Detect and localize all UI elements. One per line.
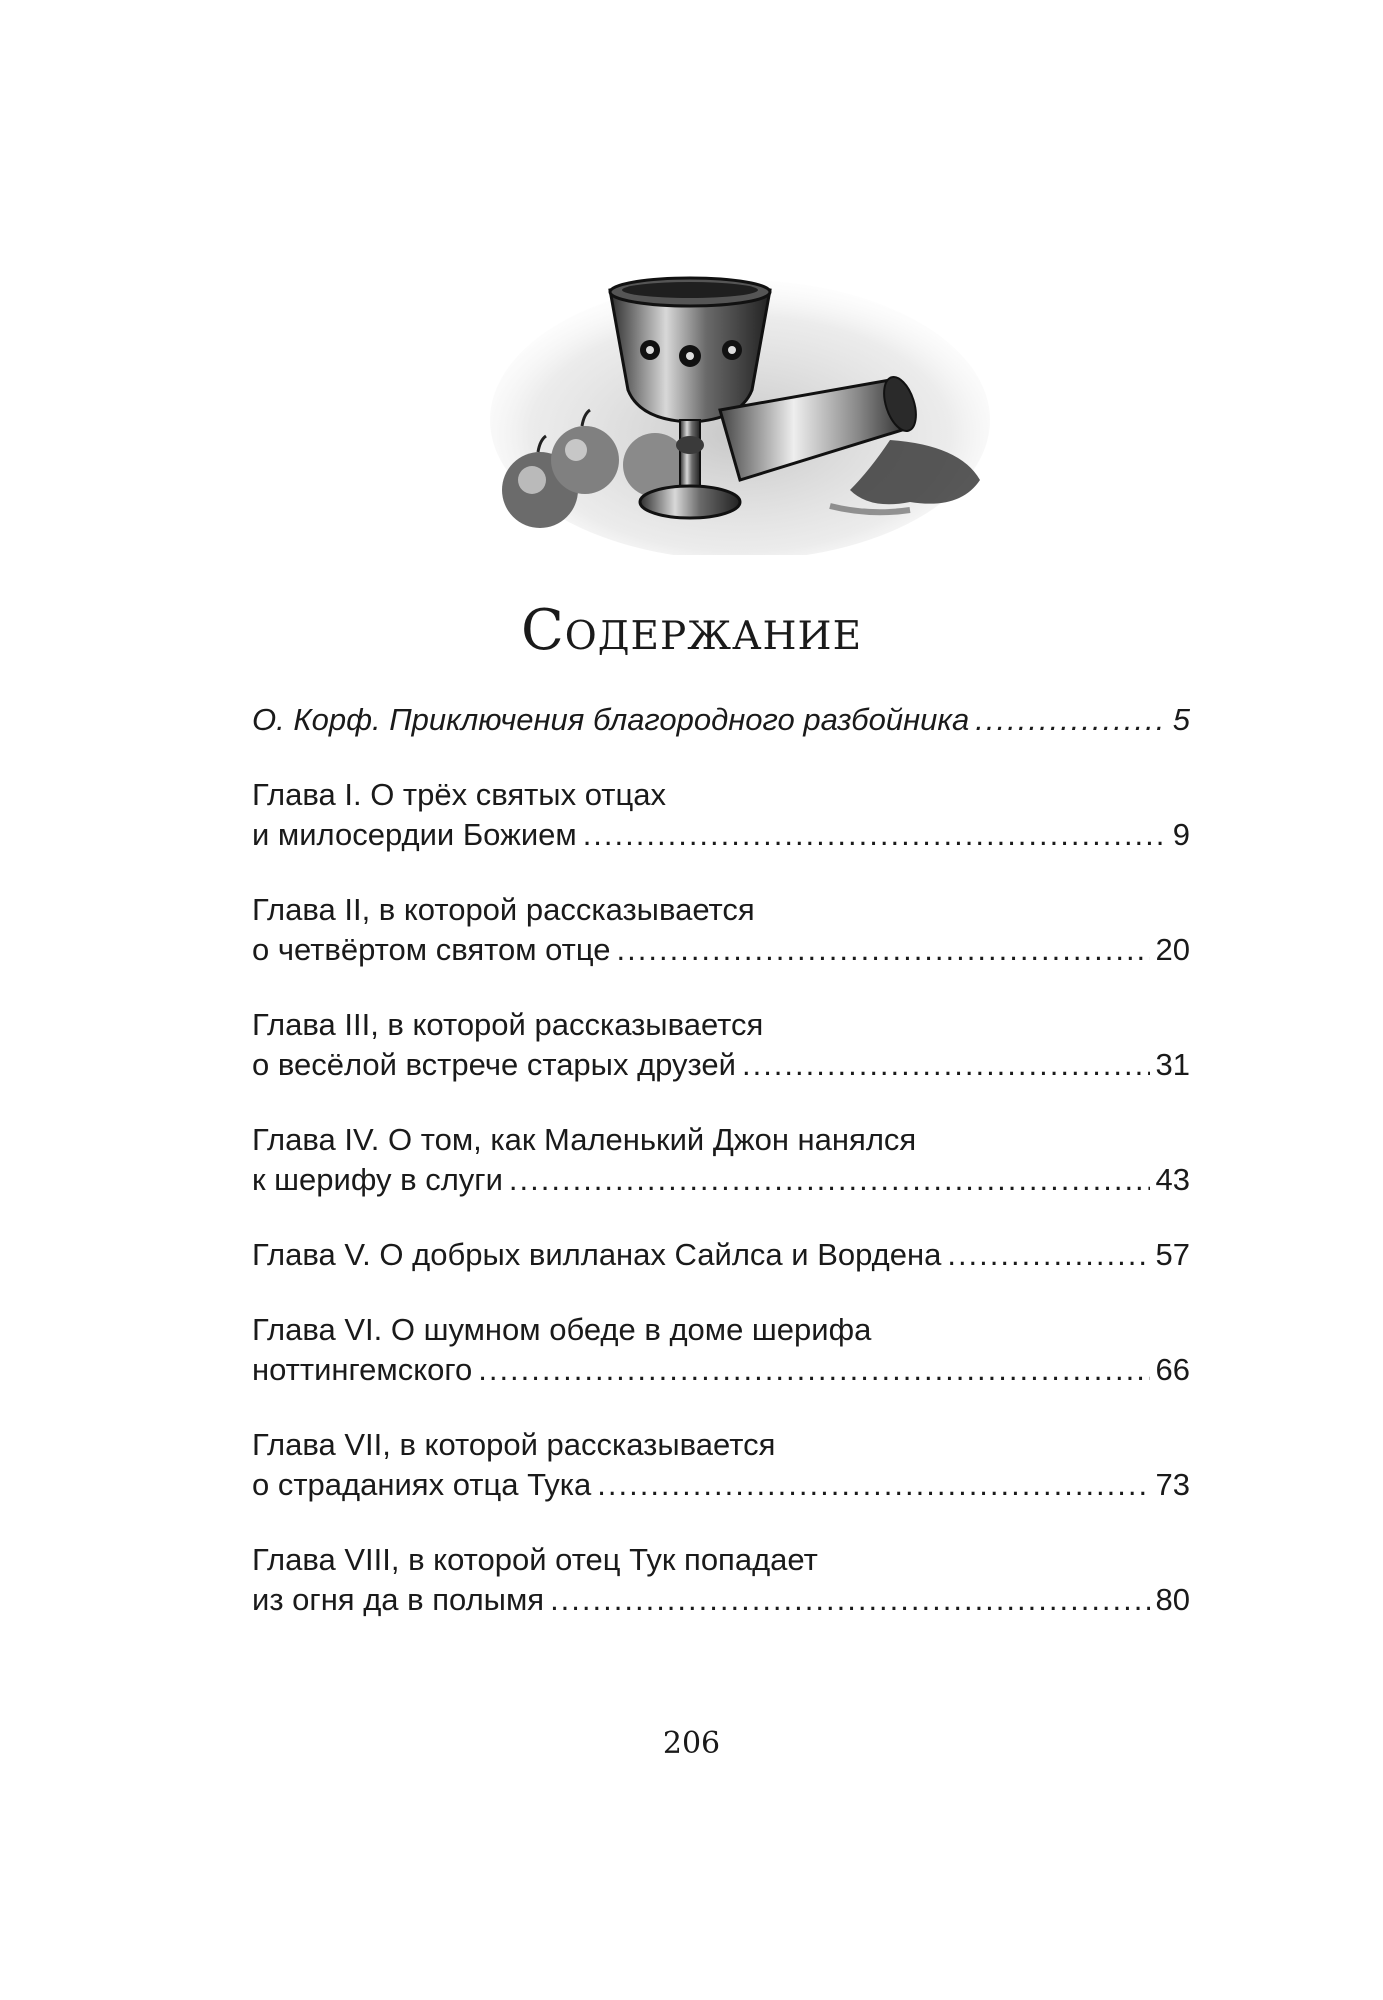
toc-entry-title-line: из огня да в полымя xyxy=(252,1582,545,1617)
toc-entry-title-line: Глава I. О трёх святых отцах xyxy=(252,777,666,812)
dot-leader xyxy=(509,1160,1150,1200)
toc-entry xyxy=(252,700,1190,740)
toc-entry-last-line xyxy=(252,700,1190,740)
toc-entry-page: 31 xyxy=(1155,1047,1190,1082)
toc-entry xyxy=(252,1540,1190,1620)
toc-entry-last-line xyxy=(252,1235,1190,1275)
goblet-still-life-illustration xyxy=(490,270,990,555)
toc-entry xyxy=(252,1120,1190,1200)
dot-leader xyxy=(975,700,1166,740)
toc-entry xyxy=(252,1005,1190,1085)
toc-entry-last-line xyxy=(252,1350,1190,1390)
dot-leader xyxy=(947,1235,1149,1275)
toc-entry xyxy=(252,775,1190,855)
toc-entry xyxy=(252,1235,1190,1275)
dot-leader xyxy=(550,1580,1149,1620)
toc-entry-title-line: Глава IV. О том, как Маленький Джон нанялся xyxy=(252,1122,917,1157)
toc-entry-title-line: Глава VIII, в которой отец Тук попадает xyxy=(252,1542,818,1577)
toc-entry xyxy=(252,890,1190,970)
toc-entry-title-line: Глава II, в которой рассказывается xyxy=(252,892,755,927)
toc-entry-title-line: о четвёртом святом отце xyxy=(252,932,611,967)
toc-entry-last-line xyxy=(252,1160,1190,1200)
toc-entry-title-line: ноттингемского xyxy=(252,1352,473,1387)
toc-entry-page: 20 xyxy=(1155,932,1190,967)
dot-leader xyxy=(583,815,1167,855)
dot-leader xyxy=(742,1045,1150,1085)
dot-leader xyxy=(597,1465,1149,1505)
page-title: Содержание xyxy=(520,598,863,663)
toc-entry xyxy=(252,1425,1190,1505)
toc-entry xyxy=(252,1310,1190,1390)
toc-entry-page: 80 xyxy=(1155,1582,1190,1617)
toc-entry-title-line: Глава VII, в которой рассказывается xyxy=(252,1427,776,1462)
toc-entry-last-line xyxy=(252,815,1190,855)
toc-entry-last-line xyxy=(252,930,1190,970)
toc-entry-last-line xyxy=(252,1465,1190,1505)
toc-entry-last-line xyxy=(252,1580,1190,1620)
toc-entry-title-line: Глава III, в которой рассказывается xyxy=(252,1007,764,1042)
toc-entry-title-line: о весёлой встрече старых друзей xyxy=(252,1047,736,1082)
toc-entry-title-line: к шерифу в слуги xyxy=(252,1162,503,1197)
toc-entry-title-line: Глава V. О добрых вилланах Сайлса и Вордена xyxy=(252,1237,942,1272)
toc-entry-last-line xyxy=(252,1045,1190,1085)
toc-entry-page: 9 xyxy=(1172,817,1190,852)
toc-entry-page: 73 xyxy=(1155,1467,1190,1502)
toc-list xyxy=(252,700,1190,1655)
dot-leader xyxy=(617,930,1150,970)
toc-entry-page: 43 xyxy=(1155,1162,1190,1197)
toc-entry-page: 57 xyxy=(1155,1237,1190,1272)
dot-leader xyxy=(478,1350,1149,1390)
toc-entry-title-line: Глава VI. О шумном обеде в доме шерифа xyxy=(252,1312,872,1347)
toc-entry-page: 5 xyxy=(1172,702,1190,737)
toc-entry-title-line: О. Корф. Приключения благородного разбойника xyxy=(252,702,970,737)
toc-entry-page: 66 xyxy=(1155,1352,1190,1387)
toc-entry-title-line: о страданиях отца Тука xyxy=(252,1467,592,1502)
toc-entry-title-line: и милосердии Божием xyxy=(252,817,577,852)
page-number: 206 xyxy=(662,1726,721,1761)
